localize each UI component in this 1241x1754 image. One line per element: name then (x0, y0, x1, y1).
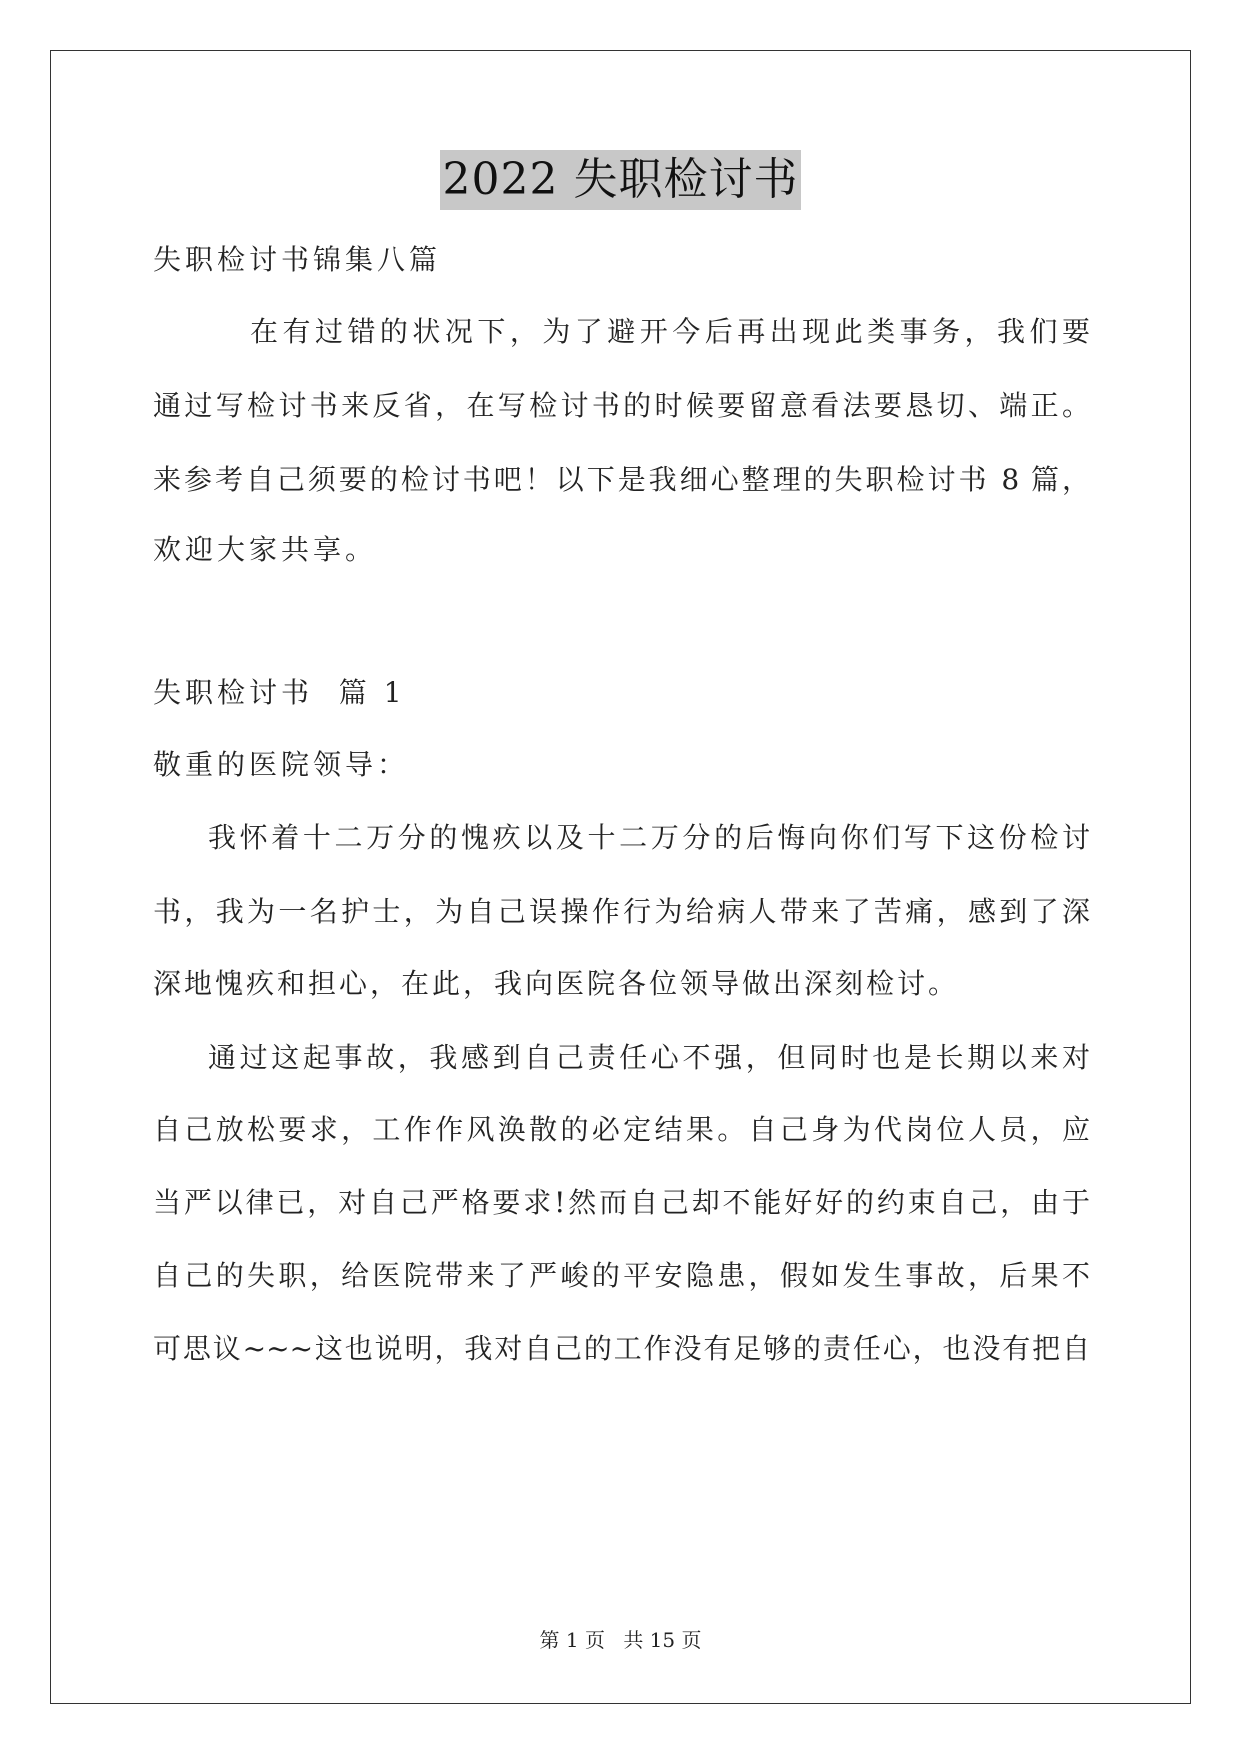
paragraph-line: 可思议~~~这也说明，我对自己的工作没有足够的责任心，也没有把自 (153, 1332, 1090, 1365)
intro-line: 来参考自己须要的检讨书吧！以下是我细心整理的失职检讨书 8 篇， (153, 463, 1090, 496)
section-heading: 失职检讨书 篇 1 (153, 676, 406, 709)
paragraph-line: 深地愧疚和担心，在此，我向医院各位领导做出深刻检讨。 (153, 967, 960, 1000)
intro-line: 通过写检讨书来反省，在写检讨书的时候要留意看法要恳切、端正。 (153, 389, 1090, 422)
paragraph-line: 当严以律已，对自己严格要求!然而自己却不能好好的约束自己，由于 (153, 1186, 1090, 1219)
salutation: 敬重的医院领导： (153, 748, 410, 781)
document-title: 2022 失职检讨书 (440, 150, 802, 210)
paragraph-line: 自己的失职，给医院带来了严峻的平安隐患，假如发生事故，后果不 (153, 1259, 1090, 1292)
paragraph-line: 书，我为一名护士，为自己误操作行为给病人带来了苦痛，感到了深 (153, 895, 1090, 928)
intro-line: 在有过错的状况下，为了避开今后再出现此类事务，我们要 (250, 315, 1090, 348)
page-total: 共 15 页 (623, 1628, 702, 1652)
page-number: 第 1 页 (539, 1628, 605, 1652)
paragraph-line: 通过这起事故，我感到自己责任心不强，但同时也是长期以来对 (208, 1041, 1090, 1074)
paragraph-line: 自己放松要求，工作作风涣散的必定结果。自己身为代岗位人员，应 (153, 1113, 1090, 1146)
title-container (0, 150, 1241, 210)
paragraph-line: 我怀着十二万分的愧疚以及十二万分的后悔向你们写下这份检讨 (208, 821, 1090, 854)
document-subtitle: 失职检讨书锦集八篇 (153, 243, 442, 276)
intro-line: 欢迎大家共享。 (153, 533, 378, 566)
page-border (50, 50, 1191, 1704)
page-footer (0, 1626, 1241, 1654)
